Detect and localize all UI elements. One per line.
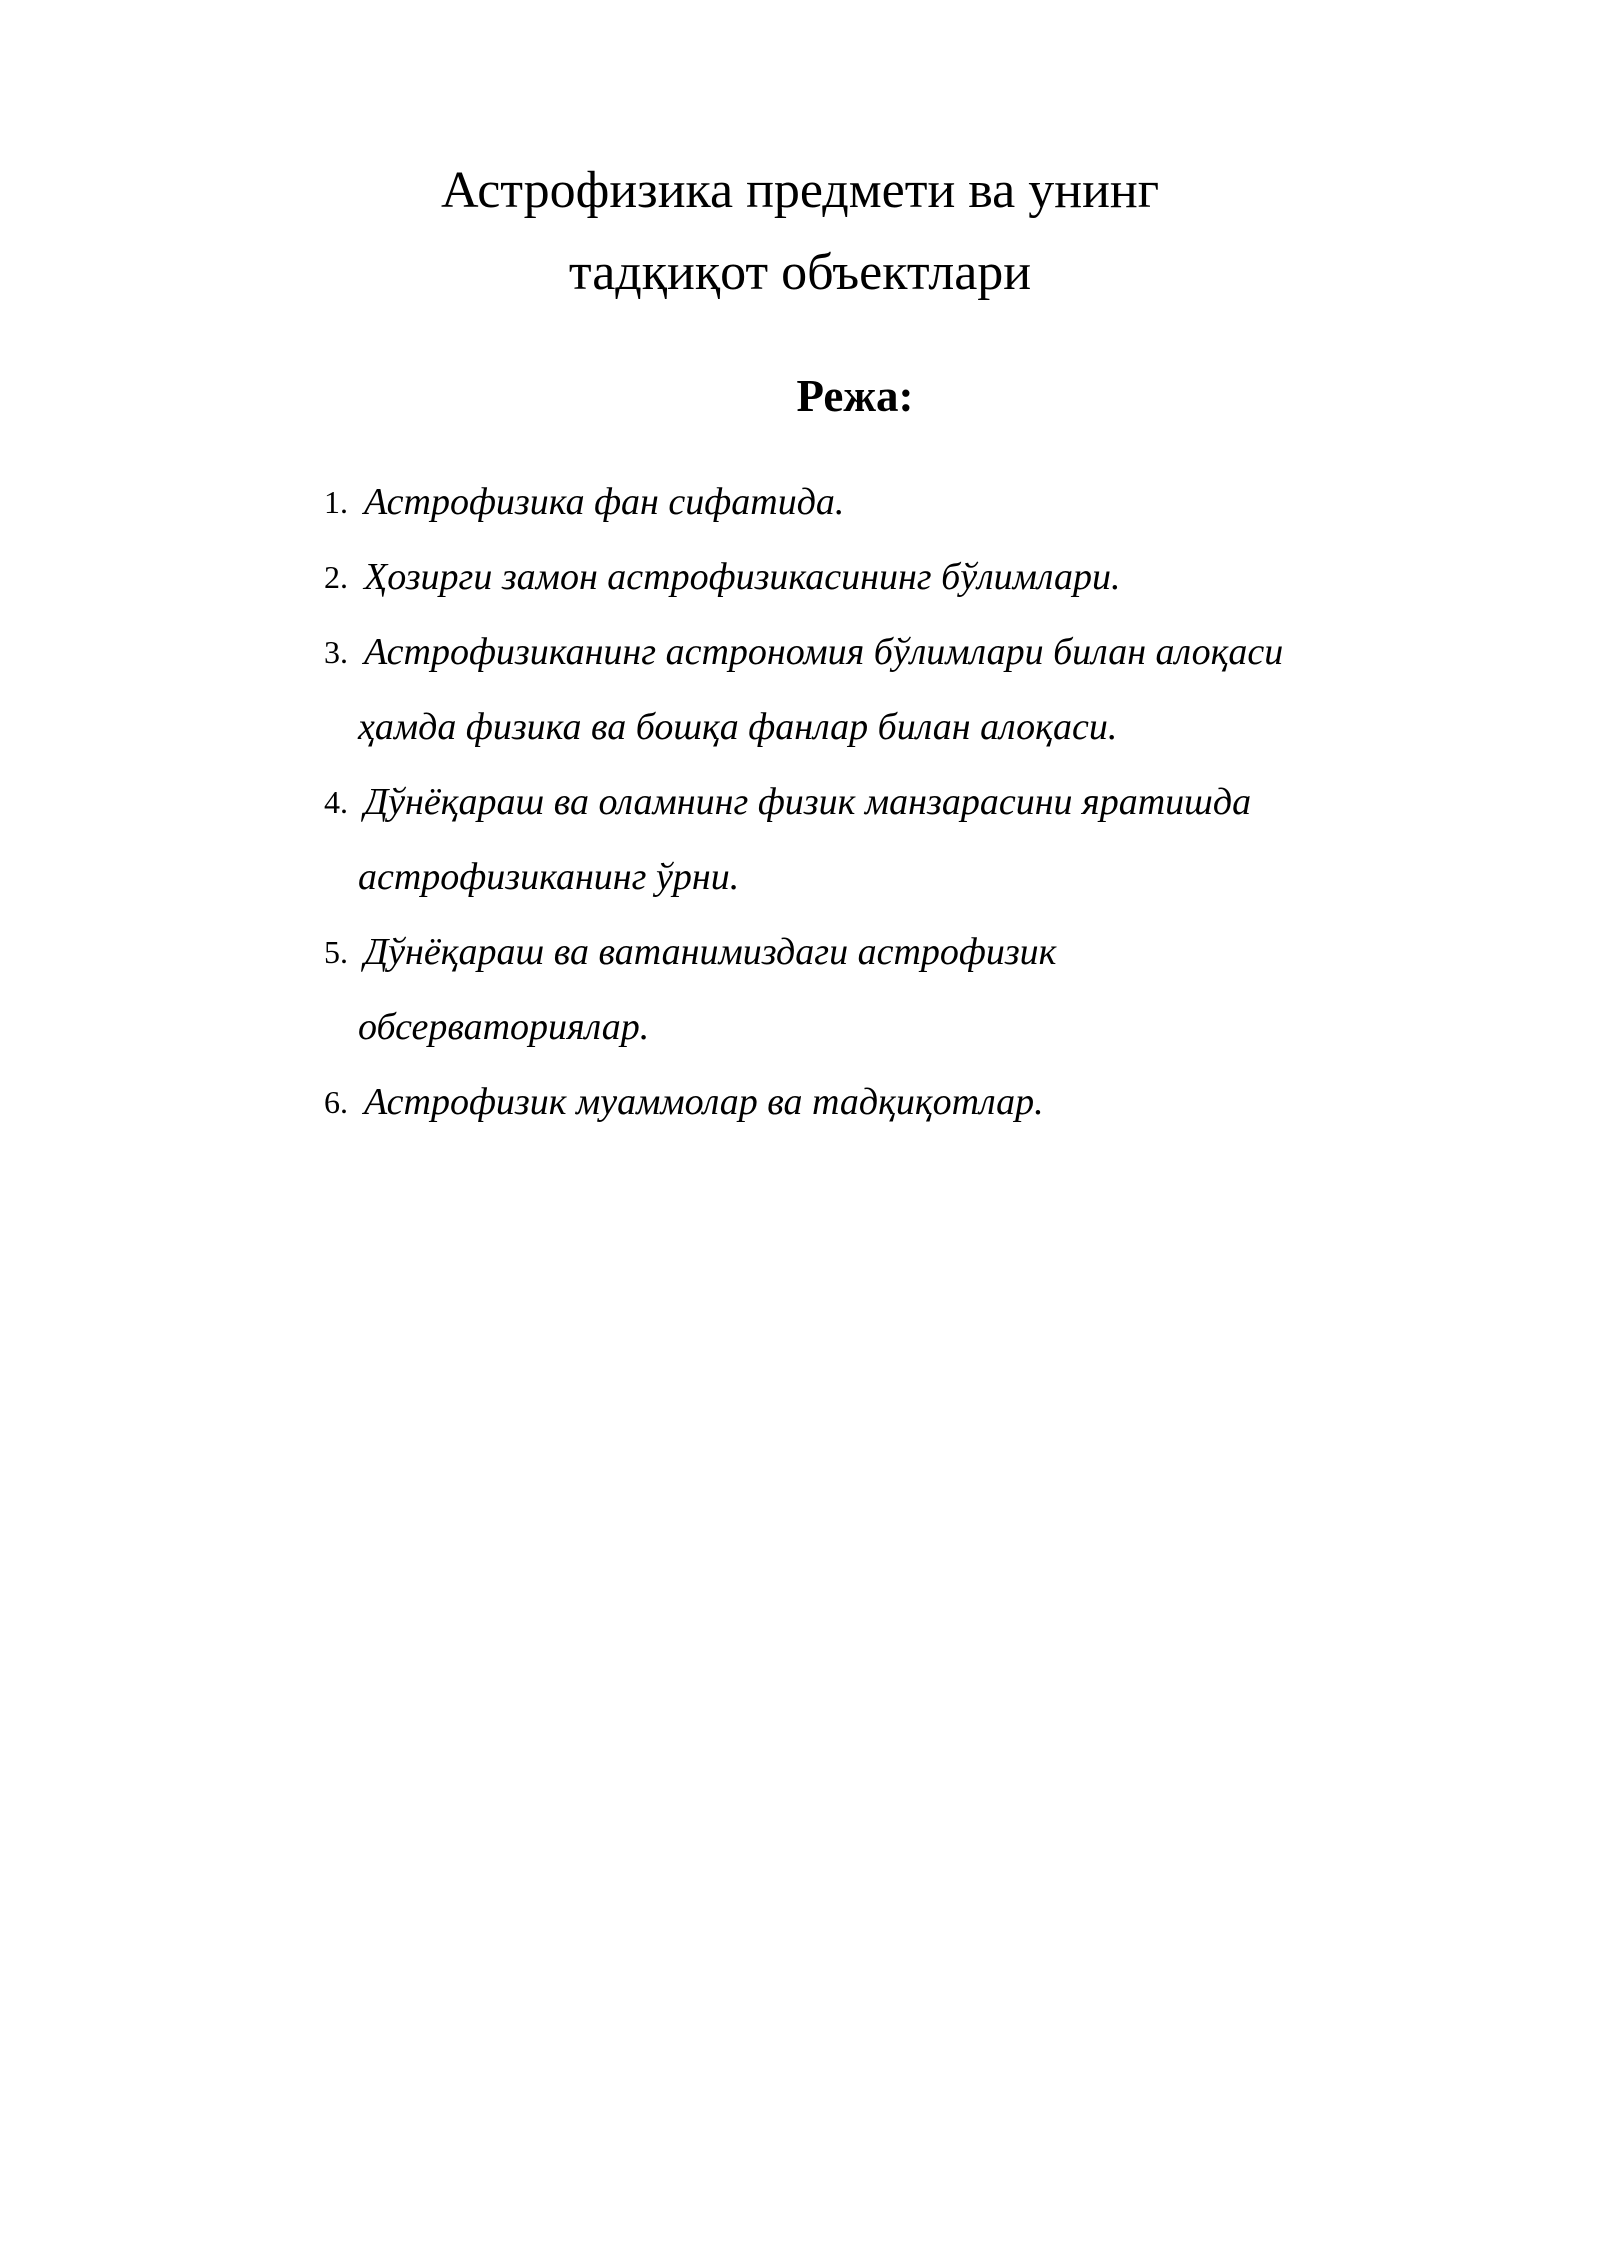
plan-item-text: Дўнёқараш ва оламнинг физик манзарасини яратишда [364, 781, 1252, 823]
plan-item-number: 2. [324, 559, 348, 595]
title-line-1: Астрофизика предмети ва унинг [440, 162, 1160, 219]
plan-item-5 [322, 915, 1502, 1065]
title-line-2: тадқиқот объектлари [568, 244, 1032, 301]
plan-item-text-continuation: астрофизиканинг ўрни. [358, 856, 740, 898]
plan-item-number: 5. [324, 934, 348, 970]
plan-heading: Режа: [796, 371, 914, 421]
plan-item-6 [322, 1065, 1502, 1140]
plan-item-text: Ҳозирги замон астрофизикасининг бўлимлари. [364, 556, 1121, 598]
plan-item-2 [322, 540, 1502, 615]
plan-item-text-continuation: ҳамда физика ва бошқа фанлар билан алоқаси. [358, 706, 1118, 748]
document-title [0, 150, 1600, 314]
plan-item-1 [322, 465, 1502, 540]
plan-item-text: Астрофизиканинг астрономия бўлимлари билан алоқаси [364, 631, 1284, 673]
plan-item-number: 1. [324, 484, 348, 520]
plan-item-number: 4. [324, 784, 348, 820]
plan-item-text: Астрофизика фан сифатида. [364, 481, 845, 523]
plan-item-4 [322, 765, 1502, 915]
plan-item-number: 3. [324, 634, 348, 670]
plan-item-text: Дўнёқараш ва ватанимиздаги астрофизик [364, 931, 1057, 973]
plan-item-text-continuation: обсерваториялар. [358, 1006, 650, 1048]
plan-item-text: Астрофизик муаммолар ва тадқиқотлар. [364, 1081, 1044, 1123]
plan-item-number: 6. [324, 1084, 348, 1120]
plan-list [322, 465, 1502, 1140]
plan-item-3 [322, 615, 1502, 765]
